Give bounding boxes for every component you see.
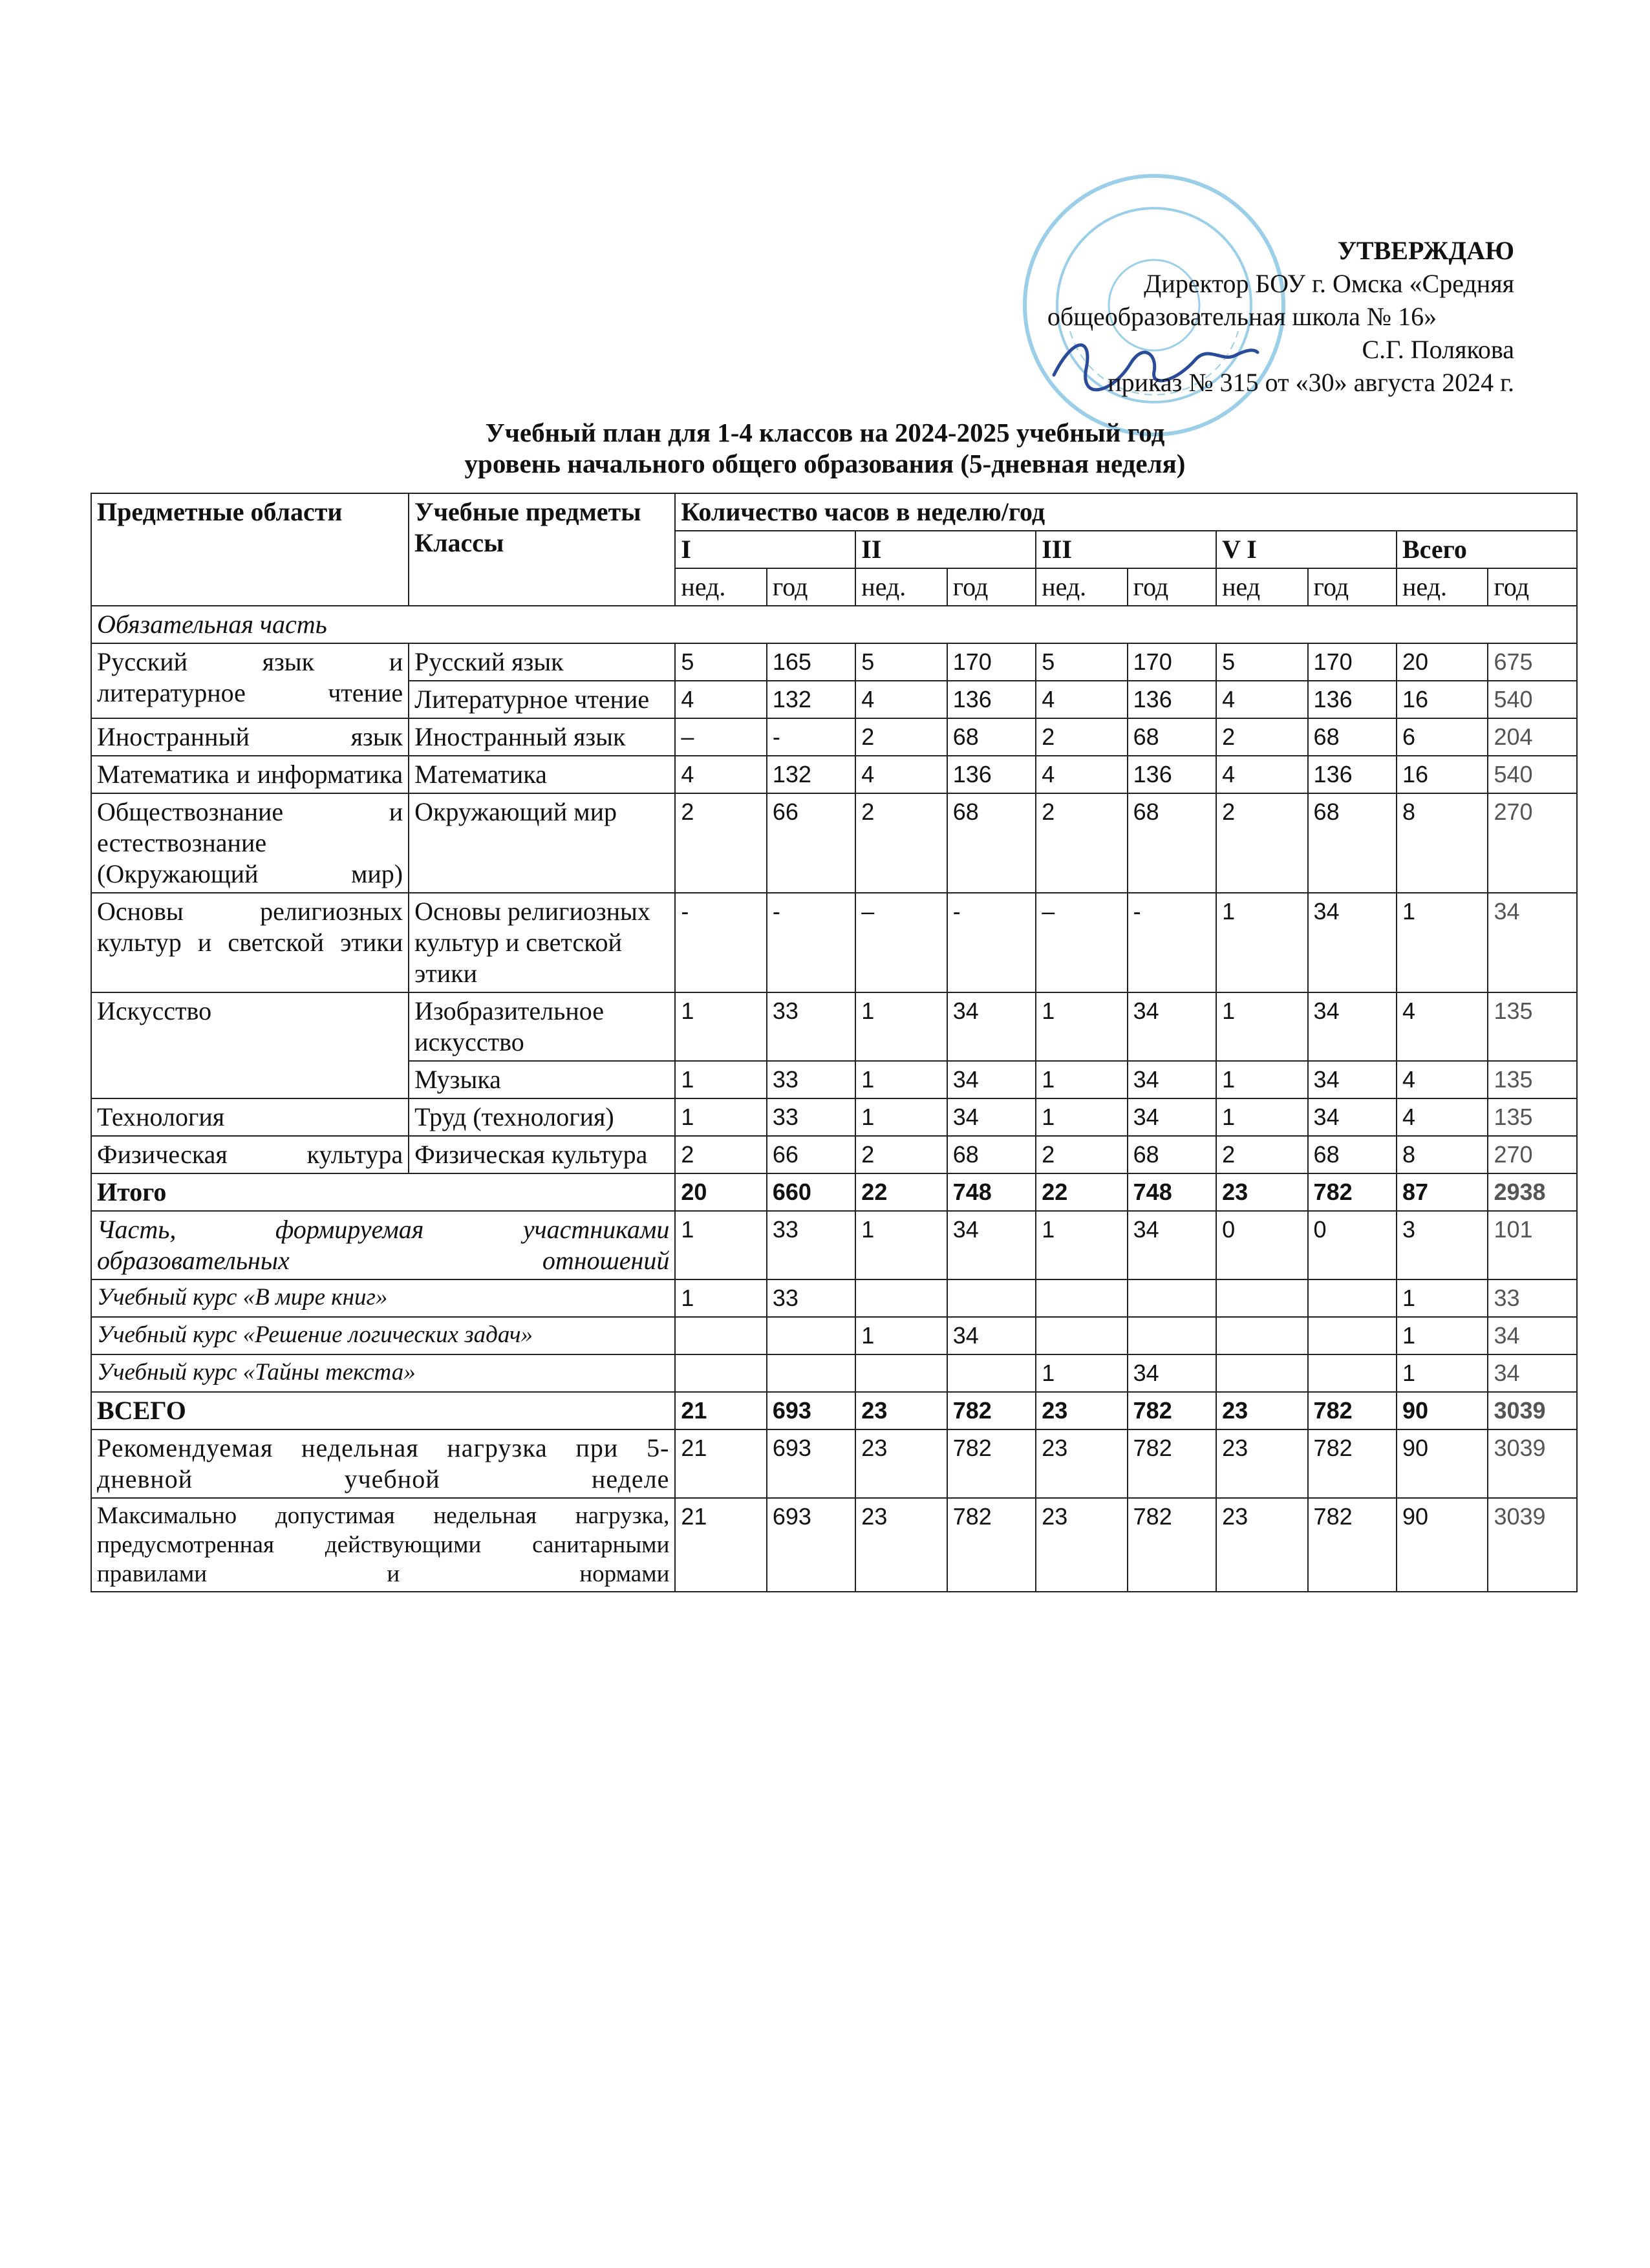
value-cell: [675, 1354, 766, 1392]
table-row: [91, 756, 1577, 793]
mandatory-row: [91, 606, 1577, 643]
value-cell: 90: [1397, 1429, 1488, 1498]
value-cell: 16: [1397, 681, 1488, 718]
value-cell: 21: [675, 1392, 766, 1429]
value-cell: [1216, 1354, 1307, 1392]
value-cell: 1: [675, 1061, 766, 1098]
value-cell: 34: [947, 1098, 1036, 1136]
value-cell: 1: [1397, 893, 1488, 992]
value-cell: [1036, 1317, 1127, 1354]
curriculum-table: [91, 493, 1578, 1592]
value-cell: 23: [1036, 1429, 1127, 1498]
value-cell: 2: [855, 1136, 947, 1173]
unit-header: год: [947, 568, 1036, 606]
value-cell: 693: [767, 1498, 855, 1592]
total-row-label: Итого: [91, 1173, 675, 1211]
header-classes-label: Классы: [414, 528, 504, 557]
value-cell: 34: [1488, 1354, 1577, 1392]
value-cell: 136: [1308, 756, 1397, 793]
unit-header: нед.: [855, 568, 947, 606]
value-cell: 1: [675, 1211, 766, 1279]
value-cell: 34: [1128, 1211, 1216, 1279]
approval-order: приказ № 315 от «30» августа 2024 г.: [1108, 368, 1514, 397]
value-cell: 136: [947, 756, 1036, 793]
value-cell: 782: [1308, 1173, 1397, 1211]
grade-header: II: [855, 531, 1036, 568]
value-cell: 34: [1128, 1354, 1216, 1392]
value-cell: 23: [1216, 1392, 1307, 1429]
value-cell: 540: [1488, 756, 1577, 793]
value-cell: 1: [1397, 1279, 1488, 1317]
value-cell: 1: [855, 1211, 947, 1279]
value-cell: 90: [1397, 1498, 1488, 1592]
value-cell: [1308, 1317, 1397, 1354]
recommended-row-label: Рекомендуемая недельная нагрузка при 5-дневной учебной неделе: [91, 1429, 675, 1498]
subject-area: Русский язык и литературное чтение: [91, 643, 409, 718]
value-cell: 4: [675, 756, 766, 793]
grand-total-row: [91, 1392, 1577, 1429]
value-cell: 4: [1216, 681, 1307, 718]
value-cell: 1: [1036, 1098, 1127, 1136]
course-row-label: Учебный курс «В мире книг»: [91, 1279, 675, 1317]
value-cell: 33: [767, 1098, 855, 1136]
subject-name: Математика: [409, 756, 675, 793]
approval-signer: С.Г. Полякова: [1362, 335, 1514, 364]
unit-header: год: [1128, 568, 1216, 606]
value-cell: 34: [1128, 1098, 1216, 1136]
value-cell: 4: [675, 681, 766, 718]
value-cell: 782: [947, 1498, 1036, 1592]
value-cell: [1308, 1354, 1397, 1392]
unit-header: год: [767, 568, 855, 606]
value-cell: [1216, 1317, 1307, 1354]
subject-area: Иностранный язык: [91, 718, 409, 756]
value-cell: 675: [1488, 643, 1577, 681]
subject-name: Основы религиозных культур и светской этики: [409, 893, 675, 992]
value-cell: 33: [1488, 1279, 1577, 1317]
value-cell: 1: [675, 1279, 766, 1317]
value-cell: 782: [1308, 1429, 1397, 1498]
part-row: [91, 1211, 1577, 1279]
value-cell: 68: [1308, 793, 1397, 893]
value-cell: 270: [1488, 793, 1577, 893]
value-cell: 2: [855, 793, 947, 893]
value-cell: 3039: [1488, 1498, 1577, 1592]
value-cell: 5: [675, 643, 766, 681]
value-cell: 136: [1128, 681, 1216, 718]
course-row: [91, 1354, 1577, 1392]
value-cell: 748: [947, 1173, 1036, 1211]
unit-header: нед.: [675, 568, 766, 606]
unit-header: нед: [1216, 568, 1307, 606]
course-row-label: Учебный курс «Решение логических задач»: [91, 1317, 675, 1354]
grand-total-row-label: ВСЕГО: [91, 1392, 675, 1429]
value-cell: 4: [1397, 1061, 1488, 1098]
value-cell: 34: [947, 1317, 1036, 1354]
value-cell: 540: [1488, 681, 1577, 718]
approval-title: УТВЕРЖДАЮ: [1337, 236, 1514, 265]
value-cell: 23: [1036, 1498, 1127, 1592]
value-cell: –: [675, 718, 766, 756]
value-cell: 34: [1488, 1317, 1577, 1354]
value-cell: 68: [1128, 718, 1216, 756]
value-cell: 23: [855, 1498, 947, 1592]
subject-area: Обществознание и естествознание (Окружающий мир): [91, 793, 409, 893]
grade-header: III: [1036, 531, 1216, 568]
value-cell: 68: [1128, 793, 1216, 893]
value-cell: 2: [1036, 718, 1127, 756]
value-cell: [675, 1317, 766, 1354]
value-cell: 2: [1036, 1136, 1127, 1173]
value-cell: 1: [1397, 1354, 1488, 1392]
value-cell: 2: [675, 1136, 766, 1173]
value-cell: 23: [1216, 1173, 1307, 1211]
value-cell: 0: [1308, 1211, 1397, 1279]
value-cell: 693: [767, 1392, 855, 1429]
value-cell: 2: [1216, 718, 1307, 756]
value-cell: [947, 1279, 1036, 1317]
value-cell: 87: [1397, 1173, 1488, 1211]
value-cell: 132: [767, 756, 855, 793]
subject-name: Русский язык: [409, 643, 675, 681]
table-row: [91, 643, 1577, 681]
value-cell: [1308, 1279, 1397, 1317]
course-row: [91, 1317, 1577, 1354]
value-cell: 34: [1488, 893, 1577, 992]
subject-name: Физическая культура: [409, 1136, 675, 1173]
subject-name: Окружающий мир: [409, 793, 675, 893]
value-cell: 1: [675, 1098, 766, 1136]
title-line-2: уровень начального общего образования (5-дневная неделя): [464, 449, 1186, 478]
value-cell: [1036, 1279, 1127, 1317]
value-cell: 3039: [1488, 1392, 1577, 1429]
value-cell: 782: [947, 1392, 1036, 1429]
approval-line-1: Директор БОУ г. Омска «Средняя: [1144, 269, 1514, 298]
header-hours: Количество часов в неделю/год: [675, 493, 1577, 531]
value-cell: 204: [1488, 718, 1577, 756]
value-cell: 1: [1397, 1317, 1488, 1354]
value-cell: 1: [855, 1098, 947, 1136]
recommended-row: [91, 1429, 1577, 1498]
value-cell: 68: [947, 793, 1036, 893]
unit-header: год: [1308, 568, 1397, 606]
table-row: [91, 793, 1577, 893]
value-cell: 135: [1488, 1061, 1577, 1098]
value-cell: 33: [767, 1211, 855, 1279]
value-cell: 1: [855, 1317, 947, 1354]
value-cell: 20: [675, 1173, 766, 1211]
header-areas: Предметные области: [91, 493, 409, 606]
value-cell: [767, 1317, 855, 1354]
value-cell: -: [767, 893, 855, 992]
value-cell: 23: [855, 1429, 947, 1498]
value-cell: 23: [1216, 1429, 1307, 1498]
value-cell: 1: [1216, 1098, 1307, 1136]
total-row: [91, 1173, 1577, 1211]
value-cell: 4: [1216, 756, 1307, 793]
value-cell: -: [675, 893, 766, 992]
value-cell: 136: [1128, 756, 1216, 793]
document-title: [0, 417, 1650, 479]
value-cell: 4: [1036, 681, 1127, 718]
subject-name: Труд (технология): [409, 1098, 675, 1136]
table-row: [91, 1098, 1577, 1136]
part-row-label: Часть, формируемая участниками образовательных отношений: [91, 1211, 675, 1279]
header-subjects: [409, 493, 675, 606]
title-line-1: Учебный план для 1-4 классов на 2024-2025 учебный год: [485, 418, 1165, 447]
value-cell: 693: [767, 1429, 855, 1498]
value-cell: 34: [1308, 1061, 1397, 1098]
approval-line-2: общеобразовательная школа № 16»: [1047, 302, 1437, 331]
value-cell: 782: [1128, 1429, 1216, 1498]
value-cell: 90: [1397, 1392, 1488, 1429]
value-cell: 66: [767, 1136, 855, 1173]
value-cell: [1128, 1279, 1216, 1317]
value-cell: 20: [1397, 643, 1488, 681]
value-cell: 23: [1216, 1498, 1307, 1592]
value-cell: 1: [675, 992, 766, 1061]
mandatory-label: Обязательная часть: [91, 606, 1577, 643]
value-cell: [767, 1354, 855, 1392]
value-cell: 1: [1036, 992, 1127, 1061]
value-cell: 132: [767, 681, 855, 718]
value-cell: 5: [1216, 643, 1307, 681]
grade-header: V I: [1216, 531, 1397, 568]
value-cell: 0: [1216, 1211, 1307, 1279]
value-cell: 170: [1308, 643, 1397, 681]
value-cell: 16: [1397, 756, 1488, 793]
value-cell: 8: [1397, 793, 1488, 893]
value-cell: 23: [1036, 1392, 1127, 1429]
value-cell: 34: [947, 992, 1036, 1061]
value-cell: 4: [855, 756, 947, 793]
value-cell: 23: [855, 1392, 947, 1429]
value-cell: 2: [1036, 793, 1127, 893]
value-cell: 33: [767, 1279, 855, 1317]
table-row: [91, 893, 1577, 992]
value-cell: –: [1036, 893, 1127, 992]
value-cell: 3: [1397, 1211, 1488, 1279]
value-cell: 5: [1036, 643, 1127, 681]
value-cell: [855, 1279, 947, 1317]
value-cell: 34: [1308, 992, 1397, 1061]
maximum-row: [91, 1498, 1577, 1592]
value-cell: 101: [1488, 1211, 1577, 1279]
value-cell: 34: [1308, 1098, 1397, 1136]
value-cell: [1216, 1279, 1307, 1317]
value-cell: 2: [855, 718, 947, 756]
subject-area: Технология: [91, 1098, 409, 1136]
value-cell: 33: [767, 1061, 855, 1098]
value-cell: 34: [947, 1061, 1036, 1098]
subject-area: Основы религиозных культур и светской этики: [91, 893, 409, 992]
value-cell: [855, 1354, 947, 1392]
subject-area: Математика и информатика: [91, 756, 409, 793]
value-cell: 68: [1308, 1136, 1397, 1173]
unit-header: нед.: [1036, 568, 1127, 606]
value-cell: 1: [1036, 1354, 1127, 1392]
value-cell: 1: [855, 992, 947, 1061]
value-cell: 170: [1128, 643, 1216, 681]
value-cell: 782: [1128, 1392, 1216, 1429]
value-cell: 1: [1216, 1061, 1307, 1098]
value-cell: 270: [1488, 1136, 1577, 1173]
value-cell: 660: [767, 1173, 855, 1211]
subject-name: Изобразительное искусство: [409, 992, 675, 1061]
value-cell: 34: [947, 1211, 1036, 1279]
value-cell: 1: [1036, 1211, 1127, 1279]
value-cell: 34: [1128, 992, 1216, 1061]
value-cell: -: [767, 718, 855, 756]
value-cell: 68: [947, 718, 1036, 756]
value-cell: 1: [1216, 893, 1307, 992]
value-cell: 136: [1308, 681, 1397, 718]
value-cell: 135: [1488, 992, 1577, 1061]
value-cell: 782: [947, 1429, 1036, 1498]
subject-name: Музыка: [409, 1061, 675, 1098]
value-cell: 21: [675, 1429, 766, 1498]
value-cell: 6: [1397, 718, 1488, 756]
unit-header: год: [1488, 568, 1577, 606]
value-cell: -: [947, 893, 1036, 992]
value-cell: 2: [1216, 1136, 1307, 1173]
value-cell: 135: [1488, 1098, 1577, 1136]
value-cell: 3039: [1488, 1429, 1577, 1498]
value-cell: 1: [855, 1061, 947, 1098]
value-cell: 4: [1397, 992, 1488, 1061]
course-row-label: Учебный курс «Тайны текста»: [91, 1354, 675, 1392]
value-cell: 136: [947, 681, 1036, 718]
value-cell: 4: [1036, 756, 1127, 793]
table-row: [91, 718, 1577, 756]
value-cell: 68: [1308, 718, 1397, 756]
value-cell: 4: [855, 681, 947, 718]
value-cell: 2938: [1488, 1173, 1577, 1211]
value-cell: 782: [1308, 1498, 1397, 1592]
value-cell: 2: [675, 793, 766, 893]
value-cell: 782: [1308, 1392, 1397, 1429]
table-row: [91, 992, 1577, 1061]
subject-name: Иностранный язык: [409, 718, 675, 756]
value-cell: 22: [855, 1173, 947, 1211]
grade-header: Всего: [1397, 531, 1577, 568]
grade-header: I: [675, 531, 855, 568]
value-cell: 1: [1216, 992, 1307, 1061]
value-cell: 1: [1036, 1061, 1127, 1098]
value-cell: -: [1128, 893, 1216, 992]
value-cell: 4: [1397, 1098, 1488, 1136]
value-cell: 68: [947, 1136, 1036, 1173]
value-cell: 170: [947, 643, 1036, 681]
unit-header: нед.: [1397, 568, 1488, 606]
value-cell: 68: [1128, 1136, 1216, 1173]
value-cell: [1128, 1317, 1216, 1354]
value-cell: 165: [767, 643, 855, 681]
maximum-row-label: Максимально допустимая недельная нагрузка, предусмотренная действующими санитарными правилами и нормами: [91, 1498, 675, 1592]
subject-area: Искусство: [91, 992, 409, 1098]
subject-area: Физическая культура: [91, 1136, 409, 1173]
value-cell: 748: [1128, 1173, 1216, 1211]
value-cell: 33: [767, 992, 855, 1061]
subject-name: Литературное чтение: [409, 681, 675, 718]
table-row: [91, 1136, 1577, 1173]
course-row: [91, 1279, 1577, 1317]
value-cell: –: [855, 893, 947, 992]
approval-block: [970, 234, 1514, 399]
value-cell: 21: [675, 1498, 766, 1592]
value-cell: 8: [1397, 1136, 1488, 1173]
value-cell: [947, 1354, 1036, 1392]
value-cell: 2: [1216, 793, 1307, 893]
value-cell: 5: [855, 643, 947, 681]
value-cell: 22: [1036, 1173, 1127, 1211]
value-cell: 34: [1128, 1061, 1216, 1098]
header-row-1: [91, 493, 1577, 531]
value-cell: 66: [767, 793, 855, 893]
value-cell: 34: [1308, 893, 1397, 992]
value-cell: 782: [1128, 1498, 1216, 1592]
header-subjects-label: Учебные предметы: [414, 497, 641, 526]
